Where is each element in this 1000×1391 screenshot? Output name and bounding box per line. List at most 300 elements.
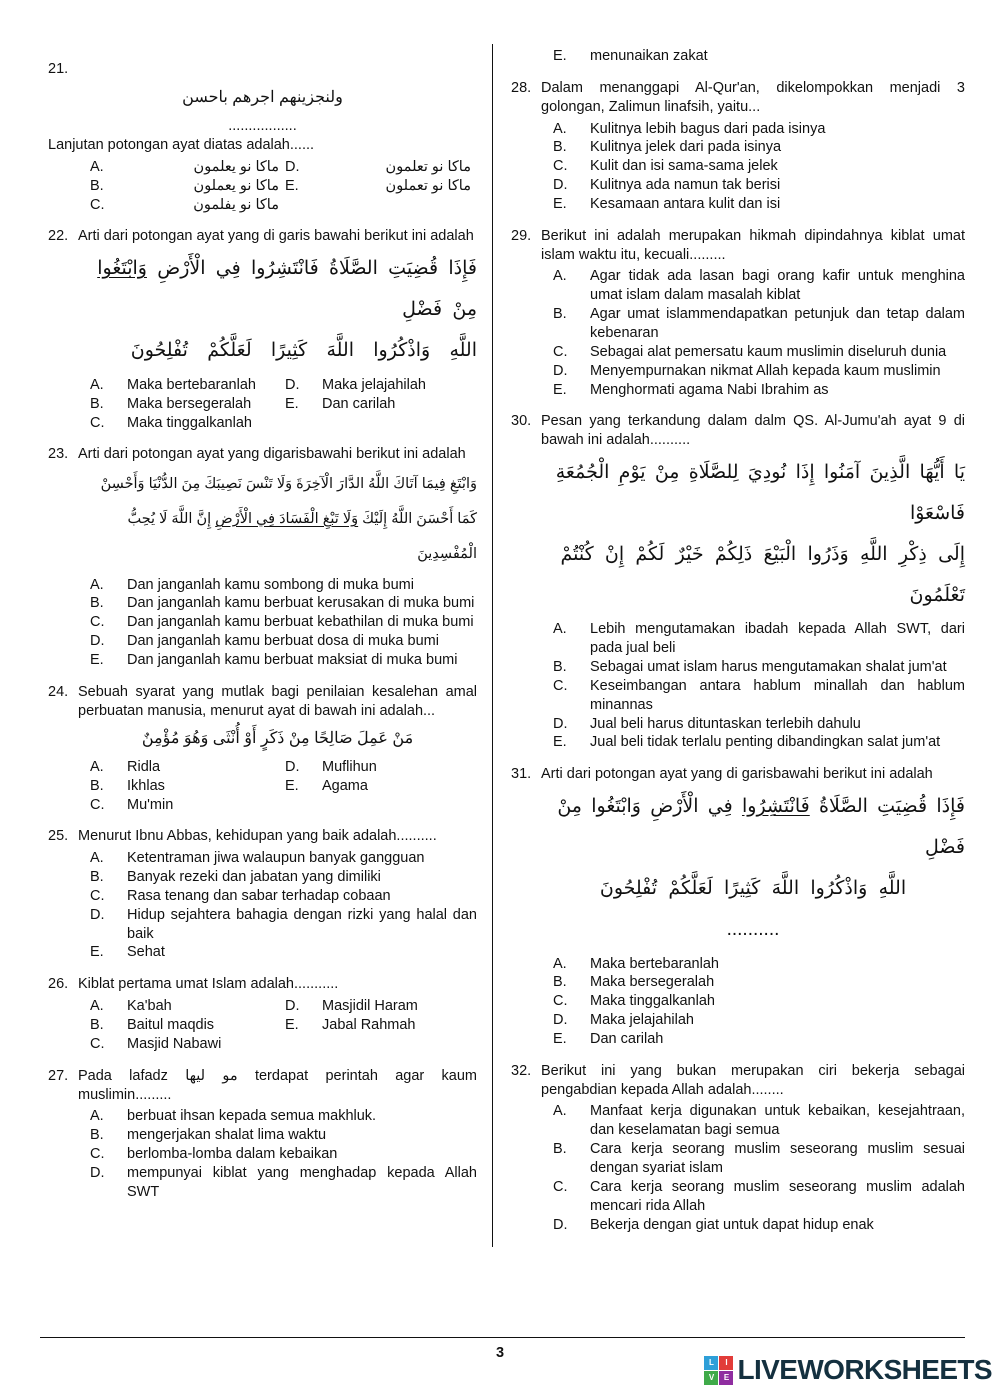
option-text: Dan janganlah kamu berbuat kebathilan di muka bumi xyxy=(127,614,474,631)
option-label: D. xyxy=(90,633,105,650)
option-cell xyxy=(285,997,477,1016)
arabic-verse xyxy=(78,249,477,372)
arabic-segment: اللَّهِ وَاذْكُرُوا اللَّهَ كَثِيرًا لَعَلَّكُمْ تُفْلِحُونَ xyxy=(130,339,477,361)
option-text: Sebagai alat pemersatu kaum muslimin diseluruh dunia xyxy=(590,343,947,360)
option-text: Banyak rezeki dan jabatan yang dimiliki xyxy=(127,869,381,886)
option-text: Bekerja dengan giat untuk dapat hidup enak xyxy=(590,1216,874,1233)
option-label: D. xyxy=(90,906,105,923)
question-body xyxy=(48,975,477,1053)
option-text: Maka bertebaranlah xyxy=(590,955,719,972)
option-label: E. xyxy=(285,777,299,794)
option-cell xyxy=(285,376,477,395)
question-body xyxy=(511,412,965,752)
option-label: E. xyxy=(90,944,104,961)
option-label: E. xyxy=(553,195,567,212)
arabic-line xyxy=(541,869,965,910)
arabic-line xyxy=(78,467,477,502)
question-text: Pesan yang terkandung dalam dalm QS. Al-Jumu'ah ayat 9 di bawah ini adalah.......... xyxy=(541,413,965,449)
option-text: Kesamaan antara kulit dan isi xyxy=(590,195,781,212)
option-cell xyxy=(285,777,477,796)
option-cell xyxy=(90,1035,285,1054)
option-text: Ketentraman jiwa walaupun banyak gangguan xyxy=(127,850,425,867)
option-label: B. xyxy=(90,777,104,794)
option-text: Agama xyxy=(322,777,368,794)
option-label: D. xyxy=(285,158,300,175)
option-item xyxy=(90,887,477,906)
option-label: C. xyxy=(90,614,105,631)
option-text: Sebagai umat islam harus mengutamakan shalat jum'at xyxy=(590,659,947,676)
option-text: Dan janganlah kamu berbuat maksiat di muka bumi xyxy=(127,651,458,668)
options-list xyxy=(541,120,965,214)
option-item xyxy=(90,651,477,670)
option-text: ماكا نو تعملون xyxy=(385,177,471,194)
option-cell xyxy=(285,196,477,215)
option-cell xyxy=(90,777,285,796)
option-item xyxy=(553,733,965,752)
option-text: Lebih mengutamakan ibadah kepada Allah SWT, dari pada jual beli xyxy=(590,621,965,657)
option-text: Masjidil Haram xyxy=(322,998,418,1015)
option-row xyxy=(90,196,477,215)
liveworksheets-wordmark: LIVEWORKSHEETS xyxy=(737,1354,992,1385)
question-body xyxy=(511,227,965,400)
option-label: D. xyxy=(285,758,300,775)
option-text: Dan janganlah kamu sombong di muka bumi xyxy=(127,576,414,593)
options-list xyxy=(541,47,965,66)
question-number: 31. xyxy=(511,766,532,783)
question-number: 23. xyxy=(48,446,69,463)
question-text: Arti dari potongan ayat yang digarisbawahi berikut ini adalah xyxy=(78,446,466,463)
question-text: Berikut ini yang bukan merupakan ciri bekerja sebagai pengabdian kepada Allah adalah........ xyxy=(541,1062,965,1098)
question-text: Sebuah syarat yang mutlak bagi penilaian kesalehan amal perbuatan manusia, menurut ayat di bawah ini adalah... xyxy=(78,683,477,719)
question-body xyxy=(48,227,477,432)
option-text: ماكا نو يفلمون xyxy=(193,196,279,213)
arabic-line xyxy=(78,502,477,572)
arabic-verse xyxy=(541,453,965,616)
option-label: C. xyxy=(553,677,568,694)
option-text: ماكا نو يعملون xyxy=(193,177,279,194)
liveworksheets-logo xyxy=(704,1354,992,1386)
option-label: E. xyxy=(553,381,567,398)
option-label: C. xyxy=(90,887,105,904)
option-item xyxy=(90,632,477,651)
option-text: Maka tinggalkanlah xyxy=(127,414,252,431)
question xyxy=(48,227,477,432)
option-row xyxy=(90,158,477,177)
question xyxy=(511,47,965,66)
option-cell xyxy=(90,196,285,215)
question-number: 22. xyxy=(48,228,69,245)
option-label: D. xyxy=(553,715,568,732)
options-list xyxy=(78,1107,477,1201)
option-item xyxy=(553,343,965,362)
option-item xyxy=(90,1145,477,1164)
logo-square-e: E xyxy=(719,1371,733,1385)
options-list xyxy=(541,267,965,399)
options-list xyxy=(78,576,477,670)
option-row xyxy=(90,758,477,777)
left-column xyxy=(48,44,492,1247)
question-number: 30. xyxy=(511,413,532,430)
option-label: B. xyxy=(553,1141,567,1158)
option-label: A. xyxy=(90,576,104,593)
option-label: E. xyxy=(285,177,299,194)
options-grid xyxy=(78,376,477,433)
option-item xyxy=(90,1126,477,1145)
option-label: C. xyxy=(90,1035,105,1052)
option-label: E. xyxy=(553,1030,567,1047)
question xyxy=(511,227,965,400)
option-label: B. xyxy=(90,595,104,612)
option-item xyxy=(553,267,965,305)
arabic-verse xyxy=(78,724,477,754)
option-text: Jabal Rahmah xyxy=(322,1017,416,1034)
option-text: Cara kerja seorang muslim seseorang muslim sesuai dengan syariat islam xyxy=(590,1141,965,1176)
option-item xyxy=(90,594,477,613)
option-row xyxy=(90,395,477,414)
arabic-segment: فَإِذَا قُضِيَتِ الصَّلَاةُ فَانْتَشِرُوا فِي الْأَرْضِ xyxy=(146,258,477,280)
option-cell xyxy=(285,758,477,777)
option-item xyxy=(553,955,965,974)
option-label: D. xyxy=(553,177,568,194)
option-item xyxy=(553,973,965,992)
option-text: Masjid Nabawi xyxy=(127,1035,222,1052)
options-grid xyxy=(78,758,477,815)
question xyxy=(48,1067,477,1202)
option-label: B. xyxy=(90,177,104,194)
option-item xyxy=(553,1216,965,1235)
arabic-segment: إِنَّ اللَّهَ لَا يُحِبُّ الْمُفْسِدِينَ xyxy=(127,511,477,562)
option-row xyxy=(90,997,477,1016)
arabic-segment: وَابْتَغِ فِيمَا آتَاكَ اللَّهُ الدَّارَ الْآخِرَةَ وَلَا تَنْسَ نَصِيبَكَ مِنَ الدُّنْيَا وَأَحْسِنْ xyxy=(100,476,477,493)
option-text: Jual beli harus dituntaskan terlebih dahulu xyxy=(590,715,861,732)
option-item xyxy=(553,620,965,658)
option-item xyxy=(553,157,965,176)
option-text: Agar umat islammendapatkan petunjuk dan tetap dalam kebenaran xyxy=(590,306,965,341)
question-text: Berikut ini adalah merupakan hikmah dipindahnya kiblat umat islam waktu itu, kecuali......... xyxy=(541,227,965,263)
page-number: 3 xyxy=(495,1345,505,1361)
options-list xyxy=(541,620,965,752)
option-label: A. xyxy=(553,268,567,285)
question-body xyxy=(48,445,477,669)
question-number: 26. xyxy=(48,976,69,993)
question xyxy=(48,975,477,1053)
question-body xyxy=(48,683,477,815)
option-text: Maka bertebaranlah xyxy=(127,376,256,393)
option-text: Sehat xyxy=(127,944,165,961)
option-item xyxy=(553,1178,965,1216)
option-item xyxy=(553,176,965,195)
option-label: C. xyxy=(90,196,105,213)
option-cell xyxy=(90,414,285,433)
option-item xyxy=(90,868,477,887)
arabic-segment: مِنْ فَضْلِ xyxy=(402,299,477,321)
option-text: Manfaat kerja digunakan untuk kebaikan, kesejahtraan, dan keselamatan bagi semua xyxy=(590,1103,965,1139)
option-item xyxy=(553,658,965,677)
option-row xyxy=(90,796,477,815)
option-item xyxy=(90,1164,477,1202)
option-label: B. xyxy=(553,306,567,323)
question-number: 28. xyxy=(511,79,532,96)
option-cell xyxy=(90,395,285,414)
arabic-verse xyxy=(541,787,965,950)
option-item xyxy=(90,613,477,632)
option-label: D. xyxy=(553,1216,568,1233)
option-text: Maka tinggalkanlah xyxy=(590,993,715,1010)
option-item xyxy=(90,906,477,944)
arabic-segment: مَنْ عَمِلَ صَالِحًا مِنْ ذَكَرٍ أَوْ أُنْثَى وَهُوَ مُؤْمِنٌ xyxy=(141,729,414,747)
option-label: C. xyxy=(553,158,568,175)
option-text: menunaikan zakat xyxy=(590,48,708,64)
arabic-segment: فَإِذَا قُضِيَتِ الصَّلَاةُ xyxy=(809,796,965,818)
underlined-arabic-segment: وَلَا تَبْغِ الْفَسَادَ فِي الْأَرْضِ xyxy=(215,511,359,527)
option-text: Keseimbangan antara hablum minallah dan hablum minannas xyxy=(590,677,965,713)
option-item xyxy=(90,849,477,868)
question-body xyxy=(511,79,965,214)
arabic-line xyxy=(541,453,965,535)
arabic-line xyxy=(78,249,477,331)
question-text: Kiblat pertama umat Islam adalah........... xyxy=(78,976,339,993)
option-label: B. xyxy=(90,1127,104,1144)
question-body xyxy=(511,1062,965,1235)
option-text: Ikhlas xyxy=(127,777,165,794)
options-list xyxy=(78,849,477,962)
option-text: Agar tidak ada lasan bagi orang kafir untuk menghina umat islam dalam masalah kiblat xyxy=(590,268,965,304)
option-text: Maka bersegeralah xyxy=(590,974,715,991)
option-label: B. xyxy=(90,869,104,886)
arabic-segment: .......... xyxy=(726,918,780,940)
logo-square-l: L xyxy=(704,1356,718,1370)
question-body xyxy=(48,827,477,962)
option-text: Rasa tenang dan sabar terhadap cobaan xyxy=(127,887,391,904)
logo-square-v: V xyxy=(704,1371,718,1385)
option-label: A. xyxy=(90,376,104,393)
option-text: Baitul maqdis xyxy=(127,1017,215,1034)
option-text: Maka bersegeralah xyxy=(127,395,252,412)
option-cell xyxy=(90,376,285,395)
option-label: A. xyxy=(553,621,567,638)
arabic-line xyxy=(48,83,477,113)
question-number: 29. xyxy=(511,227,532,244)
option-text: Dan janganlah kamu berbuat dosa di muka bumi xyxy=(127,633,439,650)
arabic-line xyxy=(541,910,965,951)
question-text: Arti dari potongan ayat yang di garisbawahi berikut ini adalah xyxy=(541,766,933,783)
arabic-segment: كَمَا أَحْسَنَ اللَّهُ إِلَيْكَ xyxy=(358,511,477,527)
option-label: C. xyxy=(553,343,568,360)
option-label: A. xyxy=(553,955,567,972)
question xyxy=(48,445,477,669)
option-text: ماكا نو تعلمون xyxy=(385,158,471,175)
question xyxy=(511,412,965,752)
option-text: mempunyai kiblat yang menghadap kepada Allah SWT xyxy=(127,1164,477,1200)
question-body xyxy=(511,47,965,66)
arabic-segment: يَا أَيُّهَا الَّذِينَ آمَنُوا إِذَا نُودِيَ لِلصَّلَاةِ مِنْ يَوْمِ الْجُمُعَةِ فَاسْعَوْا xyxy=(555,462,965,524)
question-number: 27. xyxy=(48,1067,69,1084)
options-grid xyxy=(48,158,477,215)
option-label: D. xyxy=(553,1012,568,1029)
option-label: E. xyxy=(553,734,567,751)
option-item xyxy=(553,1011,965,1030)
option-text: Dan carilah xyxy=(322,395,396,412)
option-label: A. xyxy=(90,758,104,775)
option-label: C. xyxy=(553,1178,568,1195)
option-label: B. xyxy=(90,1017,104,1034)
option-item xyxy=(553,47,965,66)
option-label: C. xyxy=(90,1146,105,1163)
option-text: Ka'bah xyxy=(127,998,172,1015)
arabic-segment: اللَّهِ وَاذْكُرُوا اللَّهَ كَثِيرًا لَعَلَّكُمْ تُفْلِحُونَ xyxy=(599,877,907,899)
option-text: Ridla xyxy=(127,758,161,775)
option-label: B. xyxy=(90,395,104,412)
option-cell xyxy=(285,796,477,815)
option-item xyxy=(90,943,477,962)
option-label: A. xyxy=(553,1103,567,1120)
option-text: Cara kerja seorang muslim seseorang muslim adalah mencari rida Allah xyxy=(590,1178,965,1214)
option-label: D. xyxy=(285,998,300,1015)
option-label: B. xyxy=(553,974,567,991)
question-text: ................. xyxy=(228,118,297,135)
option-cell xyxy=(285,158,477,177)
question-body xyxy=(48,1067,477,1202)
option-label: E. xyxy=(285,1017,299,1034)
arabic-verse xyxy=(78,467,477,571)
options-grid xyxy=(78,997,477,1054)
option-row xyxy=(90,414,477,433)
underlined-arabic-segment: فَانْتَشِرُوا xyxy=(741,796,810,818)
option-label: C. xyxy=(553,993,568,1010)
option-text: berlomba-lomba dalam kebaikan xyxy=(127,1146,338,1163)
option-item xyxy=(553,305,965,343)
option-item xyxy=(90,576,477,595)
question-body xyxy=(48,83,477,215)
option-row xyxy=(90,777,477,796)
option-text: Maka jelajahilah xyxy=(590,1012,694,1029)
option-item xyxy=(90,1107,477,1126)
option-text: Menyempurnakan nikmat Allah kepada kaum muslimin xyxy=(590,362,941,379)
option-item xyxy=(553,992,965,1011)
option-text: Dan janganlah kamu berbuat kerusakan di muka bumi xyxy=(127,595,475,612)
option-item xyxy=(553,1030,965,1049)
option-label: B. xyxy=(553,139,567,156)
option-text: Kulitnya ada namun tak berisi xyxy=(590,177,781,194)
option-item xyxy=(553,1102,965,1140)
option-text: Menghormati agama Nabi Ibrahim as xyxy=(590,381,829,398)
option-text: berbuat ihsan kepada semua makhluk. xyxy=(127,1108,377,1125)
option-label: B. xyxy=(553,659,567,676)
options-list xyxy=(541,1102,965,1234)
option-text: Muflihun xyxy=(322,758,377,775)
question xyxy=(48,827,477,962)
option-label: D. xyxy=(90,1164,105,1181)
question xyxy=(511,1062,965,1235)
option-text: Maka jelajahilah xyxy=(322,376,426,393)
arabic-segment: إِلَى ذِكْرِ اللَّهِ وَذَرُوا الْبَيْعَ ذَلِكُمْ خَيْرٌ لَكُمْ إِنْ كُنْتُمْ تَعْلَمُونَ xyxy=(560,543,965,606)
option-label: C. xyxy=(90,796,105,813)
option-item xyxy=(553,195,965,214)
worksheet-content xyxy=(48,44,965,1247)
option-text: Kulitnya lebih bagus dari pada isinya xyxy=(590,120,826,137)
footer-divider xyxy=(40,1337,965,1338)
option-label: A. xyxy=(90,998,104,1015)
arabic-line xyxy=(541,787,965,869)
question-number: 25. xyxy=(48,828,69,845)
arabic-line xyxy=(541,535,965,617)
option-cell xyxy=(285,177,477,196)
option-text: Mu'min xyxy=(127,796,174,813)
question xyxy=(48,683,477,815)
logo-square-i: I xyxy=(719,1356,733,1370)
question-number: 24. xyxy=(48,683,69,700)
option-label: A. xyxy=(553,120,567,137)
question-number: 21. xyxy=(48,61,69,77)
option-cell xyxy=(90,158,285,177)
option-cell xyxy=(285,1016,477,1035)
option-text: Kulitnya jelek dari pada isinya xyxy=(590,139,782,156)
option-item xyxy=(553,381,965,400)
underlined-arabic-segment: وَابْتَغُوا xyxy=(97,258,147,280)
option-label: A. xyxy=(90,158,104,175)
option-cell xyxy=(90,796,285,815)
option-text: mengerjakan shalat lima waktu xyxy=(127,1127,327,1144)
option-label: A. xyxy=(90,1108,104,1125)
question-body xyxy=(511,765,965,1048)
option-cell xyxy=(285,1035,477,1054)
arabic-verse xyxy=(48,83,477,113)
options-list xyxy=(541,955,965,1049)
question-text: Pada lafadz مو ليها terdapat perintah agar kaum muslimin......... xyxy=(78,1067,477,1103)
option-label: E. xyxy=(553,48,567,64)
arabic-segment: فِي الْأَرْضِ وَابْتَغُوا مِنْ فَضْلِ xyxy=(557,796,965,858)
question xyxy=(48,60,477,214)
option-text: Kulit dan isi sama-sama jelek xyxy=(590,158,778,175)
option-cell xyxy=(285,395,477,414)
question-number: 32. xyxy=(511,1062,532,1079)
option-row xyxy=(90,376,477,395)
option-text: Jual beli tidak terlalu penting dibandingkan salat jum'at xyxy=(590,734,941,751)
option-item xyxy=(553,362,965,381)
arabic-segment: ولنجزينهم اجرهم باحسن xyxy=(182,88,343,106)
option-text: Hidup sejahtera bahagia dengan rizki yang halal dan baik xyxy=(127,906,477,942)
option-item xyxy=(553,1140,965,1178)
question-text: Dalam menanggapi Al-Qur'an, dikelompokkan menjadi 3 golongan, Zalimun linafsih, yaitu... xyxy=(541,79,965,115)
question-text: Menurut Ibnu Abbas, kehidupan yang baik adalah.......... xyxy=(78,828,437,845)
option-item xyxy=(553,120,965,139)
option-cell xyxy=(285,414,477,433)
question-text: Lanjutan potongan ayat diatas adalah...... xyxy=(48,137,315,154)
option-item xyxy=(553,715,965,734)
option-row xyxy=(90,1016,477,1035)
question xyxy=(511,765,965,1048)
question xyxy=(511,79,965,214)
option-label: A. xyxy=(90,850,104,867)
option-cell xyxy=(90,177,285,196)
arabic-line xyxy=(78,724,477,754)
option-item xyxy=(553,677,965,715)
option-label: E. xyxy=(285,395,299,412)
option-label: C. xyxy=(90,414,105,431)
right-column xyxy=(493,44,965,1247)
option-row xyxy=(90,177,477,196)
liveworksheets-icon xyxy=(704,1356,733,1385)
option-item xyxy=(553,138,965,157)
arabic-line xyxy=(78,331,477,372)
option-cell xyxy=(90,758,285,777)
option-text: Dan carilah xyxy=(590,1030,664,1047)
option-label: E. xyxy=(90,651,104,668)
question-text: Arti dari potongan ayat yang di garis bawahi berikut ini adalah xyxy=(78,228,474,245)
option-label: D. xyxy=(553,362,568,379)
option-cell xyxy=(90,997,285,1016)
option-text: ماكا نو يعلمون xyxy=(193,158,279,175)
